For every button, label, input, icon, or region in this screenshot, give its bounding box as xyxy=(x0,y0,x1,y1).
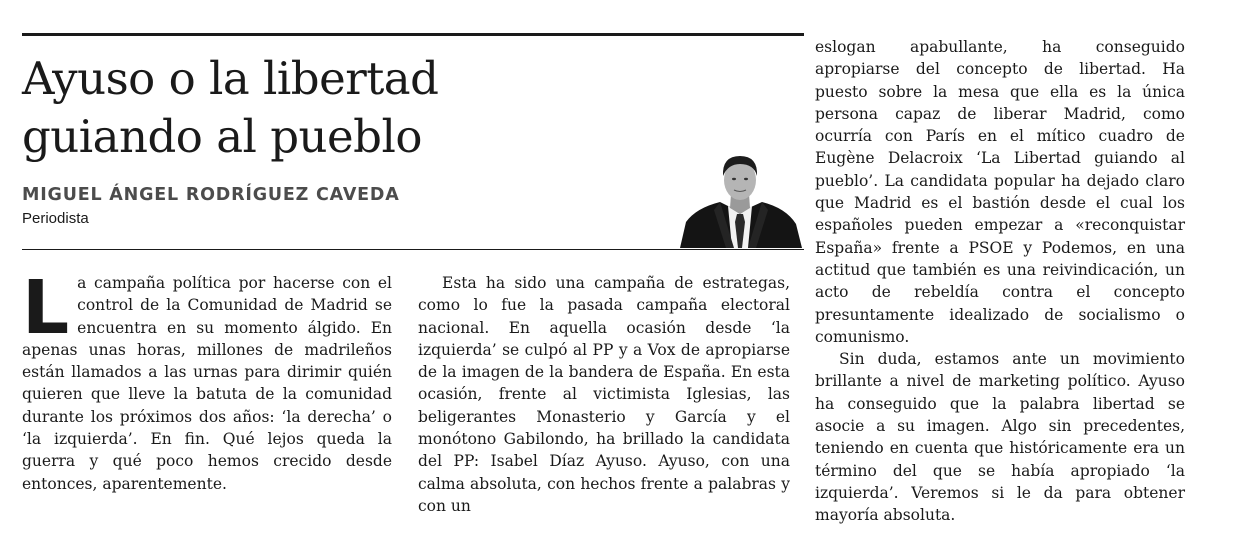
top-rule xyxy=(22,33,804,36)
drop-cap: L xyxy=(22,265,70,351)
paragraph: Esta ha sido una campaña de estrategas, como lo fue la pasada campaña electoral nacional. En aquella ocasión desde ‘la izquierda’ se culpó al PP y a Vox de apropiarse de la imagen de la bandera de España. En esta ocasión, frente al victimista Iglesias, las beligerantes Monasterio y García y el monótono Gabilondo, ha brillado la candidata del PP: Isabel Díaz Ayuso. Ayuso, con una calma absoluta, con hechos frente a palabras y con un xyxy=(418,274,790,515)
author-photo xyxy=(676,150,804,248)
author-role: Periodista xyxy=(22,210,89,227)
article-column-1 xyxy=(22,265,392,495)
paragraph: eslogan apabullante, ha conseguido apropiarse del concepto de libertad. Ha puesto sobre la mesa que ella es la única persona capaz de liberar Madrid, como ocurría con París en el mítico cuadro de Eugène Delacroix ‘La Libertad guiando al pueblo’. La candidata popular ha dejado claro que Madrid es el bastión desde el cual los españoles pueden empezar a «reconquistar España» frente a PSOE y Podemos, en una actitud que también es una reivindicación, un acto de rebeldía contra el concepto presuntamente idealizado de socialismo o comunismo. xyxy=(815,38,1185,346)
headline-line-1: Ayuso o la libertad xyxy=(22,52,439,105)
author-name: MIGUEL ÁNGEL RODRÍGUEZ CAVEDA xyxy=(22,185,400,205)
paragraph: Sin duda, estamos ante un movimiento brillante a nivel de marketing político. Ayuso ha conseguido que la palabra libertad se asocie a su imagen. Algo sin precedentes, teniendo en cuenta que históricamente era un término del que se había apropiado ‘la izquierda’. Veremos si le da para obtener mayoría absoluta. xyxy=(815,350,1185,525)
headline xyxy=(22,50,582,166)
headline-line-2: guiando al pueblo xyxy=(22,110,422,163)
article-column-3 xyxy=(815,36,1185,527)
article-column-2 xyxy=(418,272,790,517)
paragraph xyxy=(22,265,392,495)
bottom-rule xyxy=(22,249,804,250)
paragraph-text: a campaña política por hacerse con el control de la Comunidad de Madrid se encuentra en su momento álgido. En apenas unas horas, millones de madrileños están llamados a las urnas para dirimir quién quieren que lleve la batuta de la comunidad durante los próximos dos años: ‘la derecha’ o ‘la izquierda’. En fin. Qué lejos queda la guerra y qué poco hemos crecido desde entonces, aparentemente. xyxy=(22,274,392,493)
